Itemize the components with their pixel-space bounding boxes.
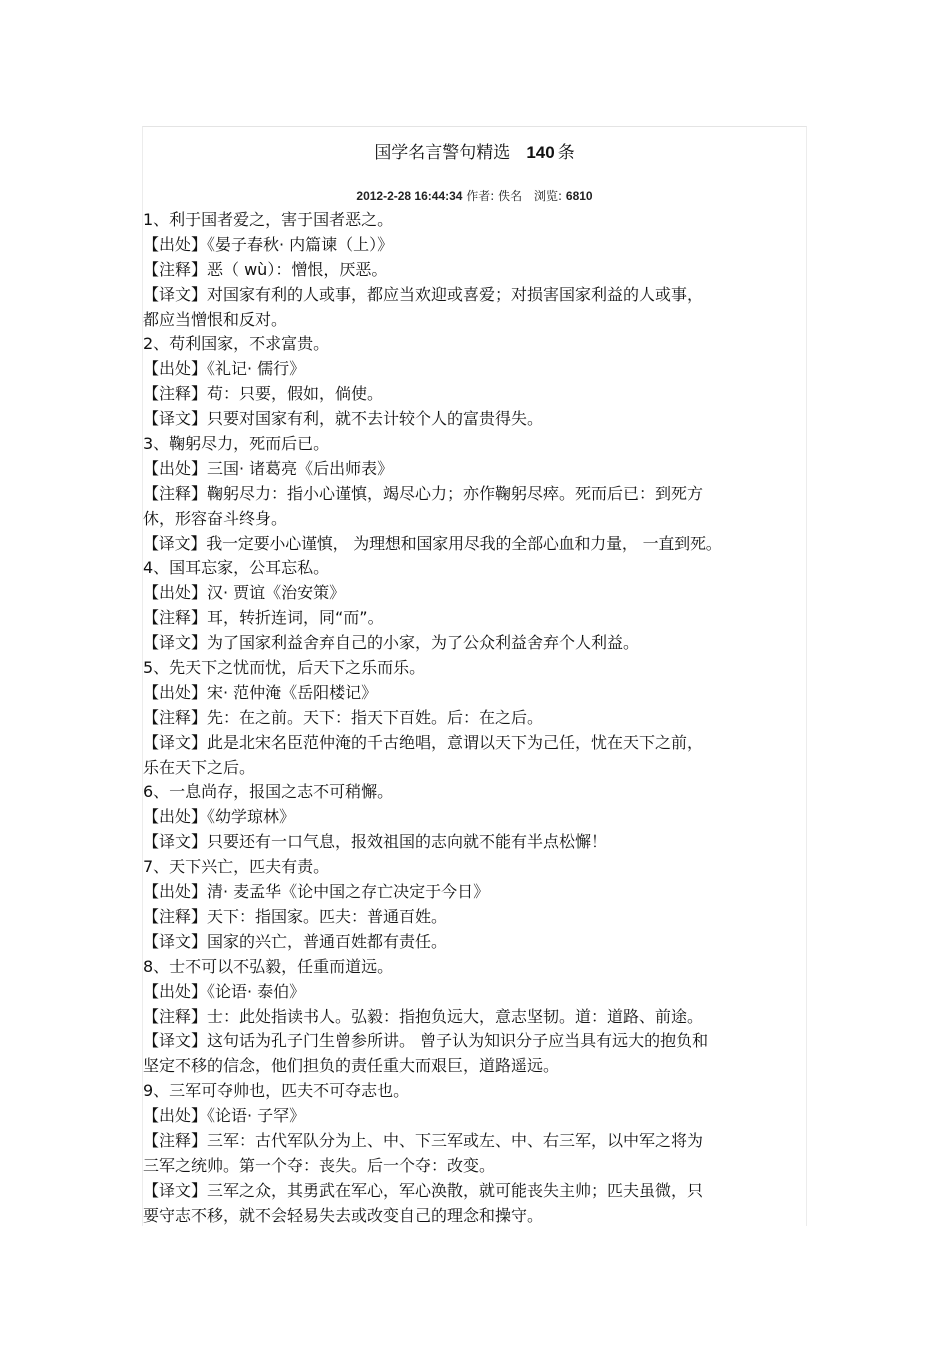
body-line: 【注释】鞠躬尽力：指小心谨慎，竭尽心力；亦作鞠躬尽瘁。死而后已：到死方	[143, 483, 704, 503]
body-line: 【译文】此是北宋名臣范仲淹的千古绝唱，意谓以天下为己任，忧在天下之前，	[143, 732, 704, 752]
body-line: 【注释】苟：只要，假如，倘使。	[143, 384, 384, 404]
body-line: 【译文】为了国家利益舍弃自己的小家，为了公众利益舍弃个人利益。	[143, 633, 640, 653]
body-line: 5、先天下之忧而忧，后天下之乐而乐。	[143, 658, 426, 678]
body-line: 都应当憎恨和反对。	[143, 309, 288, 329]
body-line: 【译文】只要还有一口气息，报效祖国的志向就不能有半点松懈！	[143, 832, 608, 852]
body-line: 【译文】三军之众，其勇武在军心，军心涣散，就可能丧失主帅；匹夫虽微，只	[143, 1180, 704, 1200]
title-unit: 条	[557, 143, 575, 163]
body-line: 【出处】宋· 范仲淹《岳阳楼记》	[143, 682, 378, 702]
author-label: 作者:	[466, 189, 495, 203]
views-count: 6810	[565, 189, 593, 203]
body-line: 9、三军可夺帅也，匹夫不可夺志也。	[143, 1081, 410, 1101]
body-line: 2、苟利国家，不求富贵。	[143, 334, 330, 354]
body-line: 6、一息尚存，报国之志不可稍懈。	[143, 782, 394, 802]
body-line: 【注释】先：在之前。天下：指天下百姓。后：在之后。	[143, 707, 544, 727]
body-line: 【译文】这句话为孔子门生曾参所讲。 曾子认为知识分子应当具有远大的抱负和	[143, 1031, 709, 1051]
article-title	[142, 143, 807, 163]
body-line: 【译文】国家的兴亡，普通百姓都有责任。	[143, 931, 448, 951]
body-line: 【注释】耳，转折连词，同“而”。	[143, 608, 384, 628]
body-line: 三军之统帅。第一个夺：丧失。后一个夺：改变。	[143, 1155, 496, 1175]
body-line: 乐在天下之后。	[143, 757, 256, 777]
body-line: 要守志不移，就不会轻易失去或改变自己的理念和操守。	[143, 1205, 544, 1225]
body-line: 【出处】《幼学琼林》	[143, 807, 296, 827]
body-line: 【注释】三军：古代军队分为上、中、下三军或左、中、右三军，以中军之将为	[143, 1130, 704, 1150]
body-line: 【注释】恶（ wù）：憎恨，厌恶。	[143, 259, 388, 279]
body-line: 8、士不可以不弘毅，任重而道远。	[143, 956, 394, 976]
body-line: 坚定不移的信念，他们担负的责任重大而艰巨，道路遥远。	[143, 1056, 560, 1076]
body-line: 【译文】对国家有利的人或事，都应当欢迎或喜爱；对损害国家利益的人或事，	[143, 284, 704, 304]
body-line: 【出处】《论语· 泰伯》	[143, 981, 306, 1001]
body-line: 4、国耳忘家，公耳忘私。	[143, 558, 330, 578]
body-line: 【出处】汉· 贾谊《治安策》	[143, 583, 346, 603]
author-name: 佚名	[498, 189, 523, 203]
article-body	[143, 208, 811, 1229]
body-line: 休，形容奋斗终身。	[143, 508, 288, 528]
body-line: 1、利于国者爱之，害于国者恶之。	[143, 210, 394, 229]
views-label: 浏览:	[534, 189, 563, 203]
body-line: 【译文】我一定要小心谨慎， 为理想和国家用尽我的全部心血和力量， 一直到死。	[143, 533, 722, 553]
body-line: 【注释】天下：指国家。匹夫：普通百姓。	[143, 906, 448, 926]
publish-date: 2012-2-28 16:44:34	[356, 189, 463, 203]
body-line: 【出处】《论语· 子罕》	[143, 1106, 306, 1126]
title-text: 国学名言警句精选	[374, 143, 511, 163]
title-count: 140	[526, 143, 555, 162]
body-line: 【出处】清· 麦孟华《论中国之存亡决定于今日》	[143, 882, 490, 902]
article-meta	[142, 189, 807, 203]
body-line: 7、天下兴亡，匹夫有责。	[143, 857, 330, 877]
body-line: 【译文】只要对国家有利，就不去计较个人的富贵得失。	[143, 409, 544, 429]
body-line: 【出处】《礼记· 儒行》	[143, 359, 306, 379]
body-line: 【注释】士：此处指读书人。弘毅：指抱负远大，意志坚韧。道：道路、前途。	[143, 1006, 704, 1026]
body-line: 【出处】《晏子春秋· 内篇谏（上）》	[143, 234, 394, 254]
body-line: 3、鞠躬尽力，死而后已。	[143, 434, 330, 454]
body-line: 【出处】三国· 诸葛亮《后出师表》	[143, 458, 394, 478]
